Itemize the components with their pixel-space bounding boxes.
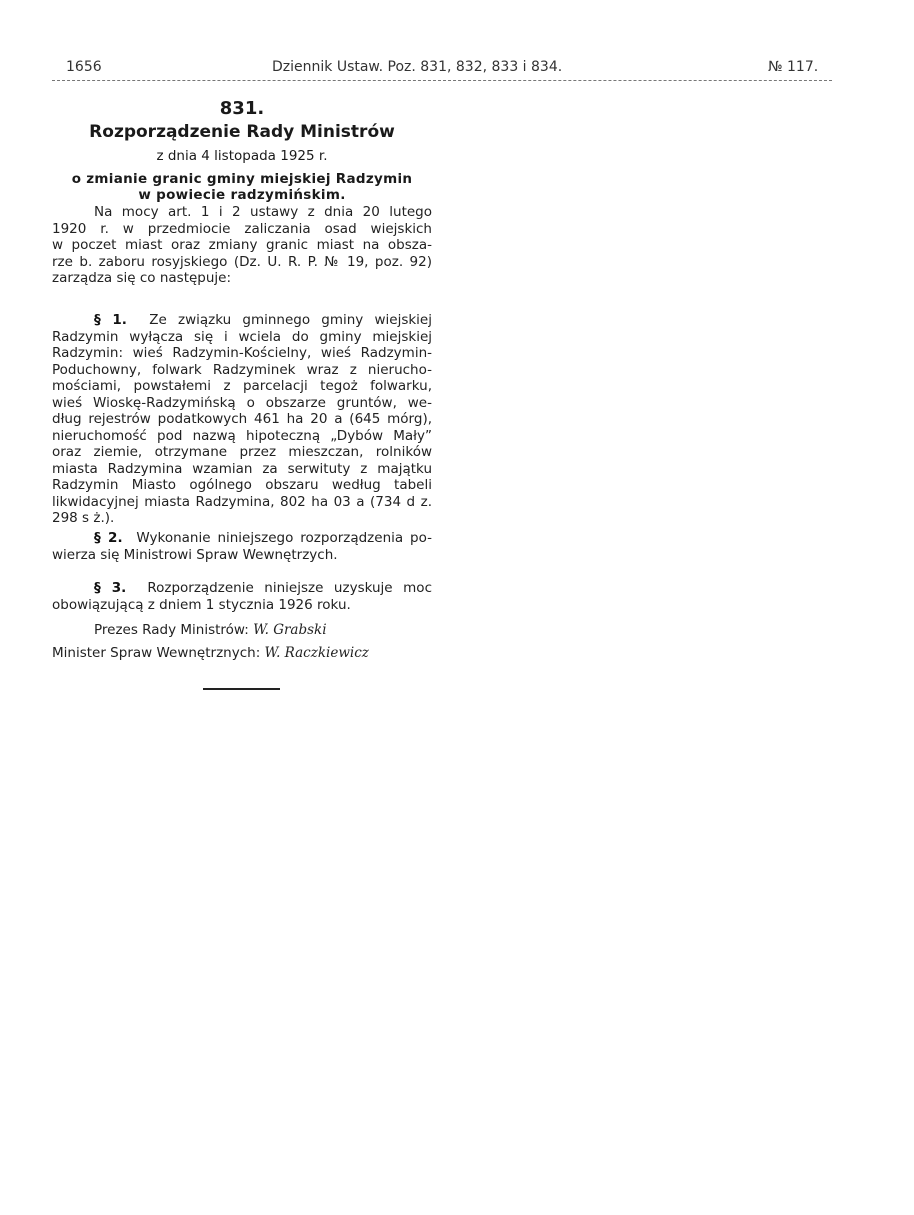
text-line: Wykonanie niniejszego rozporządzenia po-: [136, 530, 432, 546]
signature-interior-minister: [52, 645, 369, 662]
text-line: Ze związku gminnego gminy wiejskiej: [149, 312, 432, 328]
text-line: Radzymin Miasto ogólnego obszaru według tabeli: [52, 477, 432, 493]
text-line: miasta Radzymina wzamian za serwituty z majątku: [52, 460, 432, 477]
running-header: Dziennik Ustaw. Poz. 831, 832, 833 i 834.: [272, 59, 563, 75]
act-title: Rozporządzenie Rady Ministrów: [89, 122, 395, 142]
section-3: [52, 580, 432, 613]
preamble: [52, 204, 432, 287]
section-mark: § 3.: [94, 580, 127, 596]
text-line: obowiązującą z dniem 1 stycznia 1926 roku.: [52, 596, 351, 613]
issue-number: № 117.: [768, 59, 819, 75]
text-line: Radzymin: wieś Radzymin-Kościelny, wieś Radzymin-: [52, 345, 432, 361]
section-mark: § 2.: [94, 530, 123, 546]
signature-prime-minister: [52, 622, 327, 639]
text-line: rze b. zaboru rosyjskiego (Dz. U. R. P. № 19, poz. 92): [52, 253, 432, 270]
text-line: mościami, powstałemi z parcelacji tegoż folwarku,: [52, 378, 432, 394]
text-line: Poduchowny, folwark Radzyminek wraz z nierucho-: [52, 361, 432, 378]
subject-line: o zmianie granic gminy miejskiej Radzymin: [71, 171, 413, 187]
act-number: 831.: [219, 98, 265, 119]
text-line: oraz ziemie, otrzymane przez mieszczan, rolników: [52, 444, 432, 460]
text-line: dług rejestrów podatkowych 461 ha 20 a (645 mórg),: [52, 411, 432, 427]
text-line: w poczet miast oraz zmiany granic miast na obsza-: [52, 237, 432, 253]
text-line: 298 s ż.).: [52, 510, 115, 526]
act-date: z dnia 4 listopada 1925 r.: [156, 148, 328, 164]
text-line: likwidacyjnej miasta Radzymina, 802 ha 03 a (734 d z.: [52, 493, 432, 510]
text-line: zarządza się co następuje:: [52, 270, 232, 286]
section-1: [52, 312, 432, 527]
text-line: wierza się Ministrowi Spraw Wewnętrzych.: [52, 546, 338, 563]
header-rule: [52, 80, 832, 81]
page-number: 1656: [66, 59, 102, 75]
text-line: Radzymin wyłącza się i wciela do gminy miejskiej: [52, 328, 432, 345]
text-line: 1920 r. w przedmiocie zaliczania osad wiejskich: [52, 220, 432, 237]
text-line: Rozporządzenie niniejsze uzyskuje moc: [147, 580, 432, 596]
text-line: wieś Wioskę-Radzymińską o obszarze gruntów, we-: [52, 394, 432, 411]
signature-role: Prezes Rady Ministrów:: [94, 622, 249, 638]
act-subject: [52, 171, 432, 203]
section-2: [52, 530, 432, 563]
subject-line: w powiecie radzymińskim.: [138, 187, 346, 203]
signature-role: Minister Spraw Wewnętrznych:: [52, 645, 261, 661]
signature-name: W. Grabski: [253, 622, 327, 638]
signature-name: W. Raczkiewicz: [264, 645, 369, 661]
section-mark: § 1.: [94, 312, 127, 328]
end-rule: [203, 688, 280, 690]
text-line: nieruchomość pod nazwą hipoteczną „Dybów Mały”: [52, 427, 432, 444]
text-line: Na mocy art. 1 i 2 ustawy z dnia 20 lutego: [94, 204, 432, 220]
